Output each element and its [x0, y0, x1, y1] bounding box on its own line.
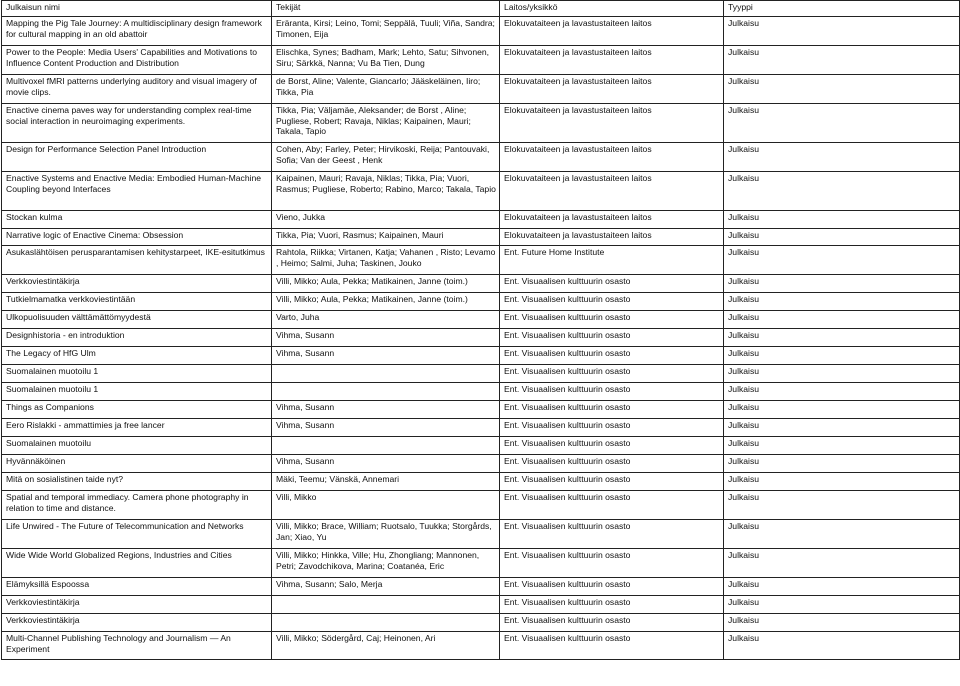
table-row [2, 383, 960, 401]
table-row [2, 419, 960, 437]
cell-title: The Legacy of HfG Ulm [2, 347, 272, 365]
cell-type: Julkaisu [724, 75, 960, 104]
cell-title: Stockan kulma [2, 211, 272, 229]
cell-department: Ent. Visuaalisen kulttuurin osasto [500, 293, 724, 311]
cell-authors: Vieno, Jukka [272, 211, 500, 229]
cell-type: Julkaisu [724, 419, 960, 437]
cell-type: Julkaisu [724, 172, 960, 211]
cell-authors: Villi, Mikko; Aula, Pekka; Matikainen, Janne (toim.) [272, 293, 500, 311]
cell-title: Design for Performance Selection Panel Introduction [2, 143, 272, 172]
cell-department: Ent. Visuaalisen kulttuurin osasto [500, 365, 724, 383]
table-header [2, 1, 960, 17]
header-title: Julkaisun nimi [2, 1, 272, 17]
cell-department: Ent. Visuaalisen kulttuurin osasto [500, 329, 724, 347]
cell-department: Ent. Visuaalisen kulttuurin osasto [500, 383, 724, 401]
cell-type: Julkaisu [724, 437, 960, 455]
table-row [2, 143, 960, 172]
cell-authors [272, 614, 500, 632]
cell-title: Things as Companions [2, 401, 272, 419]
cell-authors: Villi, Mikko; Aula, Pekka; Matikainen, Janne (toim.) [272, 275, 500, 293]
header-authors: Tekijät [272, 1, 500, 17]
cell-department: Ent. Visuaalisen kulttuurin osasto [500, 275, 724, 293]
cell-department: Ent. Visuaalisen kulttuurin osasto [500, 520, 724, 549]
cell-department: Elokuvataiteen ja lavastustaiteen laitos [500, 172, 724, 211]
header-department: Laitos/yksikkö [500, 1, 724, 17]
cell-title: Power to the People: Media Users' Capabilities and Motivations to Influence Content Production and Distribution [2, 46, 272, 75]
cell-type: Julkaisu [724, 365, 960, 383]
cell-authors: Rahtola, Riikka; Virtanen, Katja; Vahanen , Risto; Levamo , Heimo; Salmi, Juha; Taskinen, Jouko [272, 246, 500, 275]
cell-authors [272, 437, 500, 455]
cell-department: Ent. Visuaalisen kulttuurin osasto [500, 549, 724, 578]
table-row [2, 437, 960, 455]
cell-type: Julkaisu [724, 520, 960, 549]
cell-department: Elokuvataiteen ja lavastustaiteen laitos [500, 211, 724, 229]
table-row [2, 229, 960, 246]
cell-department: Ent. Visuaalisen kulttuurin osasto [500, 578, 724, 596]
publications-table [1, 0, 960, 660]
cell-type: Julkaisu [724, 246, 960, 275]
cell-type: Julkaisu [724, 614, 960, 632]
cell-type: Julkaisu [724, 347, 960, 365]
cell-type: Julkaisu [724, 46, 960, 75]
cell-title: Suomalainen muotoilu 1 [2, 383, 272, 401]
cell-authors: de Borst, Aline; Valente, Giancarlo; Jääskeläinen, Iiro; Tikka, Pia [272, 75, 500, 104]
table-row [2, 520, 960, 549]
table-row [2, 347, 960, 365]
cell-title: Verkkoviestintäkirja [2, 275, 272, 293]
table-row [2, 632, 960, 660]
cell-authors: Villi, Mikko; Hinkka, Ville; Hu, Zhongliang; Mannonen, Petri; Zavodchikova, Marina; Coatanéa, Eric [272, 549, 500, 578]
cell-department: Ent. Visuaalisen kulttuurin osasto [500, 455, 724, 473]
cell-department: Elokuvataiteen ja lavastustaiteen laitos [500, 229, 724, 246]
cell-type: Julkaisu [724, 229, 960, 246]
cell-type: Julkaisu [724, 17, 960, 46]
cell-department: Ent. Visuaalisen kulttuurin osasto [500, 632, 724, 660]
cell-authors: Varto, Juha [272, 311, 500, 329]
cell-title: Multi-Channel Publishing Technology and Journalism — An Experiment [2, 632, 272, 660]
table-row [2, 46, 960, 75]
cell-type: Julkaisu [724, 401, 960, 419]
cell-department: Ent. Visuaalisen kulttuurin osasto [500, 401, 724, 419]
header-type: Tyyppi [724, 1, 960, 17]
cell-department: Ent. Visuaalisen kulttuurin osasto [500, 347, 724, 365]
cell-authors: Villi, Mikko; Södergård, Caj; Heinonen, Ari [272, 632, 500, 660]
cell-title: Mitä on sosialistinen taide nyt? [2, 473, 272, 491]
cell-type: Julkaisu [724, 549, 960, 578]
cell-title: Asukaslähtöisen perusparantamisen kehitystarpeet, IKE-esitutkimus [2, 246, 272, 275]
cell-type: Julkaisu [724, 275, 960, 293]
cell-title: Narrative logic of Enactive Cinema: Obsession [2, 229, 272, 246]
cell-authors: Vihma, Susann [272, 419, 500, 437]
table-body [2, 17, 960, 660]
cell-title: Wide Wide World Globalized Regions, Industries and Cities [2, 549, 272, 578]
cell-department: Ent. Visuaalisen kulttuurin osasto [500, 311, 724, 329]
cell-title: Life Unwired - The Future of Telecommunication and Networks [2, 520, 272, 549]
cell-type: Julkaisu [724, 104, 960, 143]
cell-authors: Villi, Mikko; Brace, William; Ruotsalo, Tuukka; Storgårds, Jan; Xiao, Yu [272, 520, 500, 549]
table-row [2, 104, 960, 143]
cell-title: Spatial and temporal immediacy. Camera phone photography in relation to time and distance. [2, 491, 272, 520]
cell-type: Julkaisu [724, 293, 960, 311]
cell-type: Julkaisu [724, 473, 960, 491]
cell-title: Enactive cinema paves way for understanding complex real-time social interaction in neuroimaging experiments. [2, 104, 272, 143]
table-row [2, 365, 960, 383]
cell-authors: Cohen, Aby; Farley, Peter; Hirvikoski, Reija; Pantouvaki, Sofia; Van der Geest , Henk [272, 143, 500, 172]
cell-title: Verkkoviestintäkirja [2, 614, 272, 632]
cell-department: Elokuvataiteen ja lavastustaiteen laitos [500, 17, 724, 46]
cell-authors: Elischka, Synes; Badham, Mark; Lehto, Satu; Sihvonen, Siru; Särkkä, Nanna; Vu Ba Tien, Dung [272, 46, 500, 75]
cell-authors [272, 383, 500, 401]
cell-department: Elokuvataiteen ja lavastustaiteen laitos [500, 143, 724, 172]
cell-authors: Tikka, Pia; Väljamäe, Aleksander; de Borst , Aline; Pugliese, Robert; Ravaja, Niklas; Kaipainen, Mauri; Takala, Tapio [272, 104, 500, 143]
cell-type: Julkaisu [724, 143, 960, 172]
cell-authors: Tikka, Pia; Vuori, Rasmus; Kaipainen, Mauri [272, 229, 500, 246]
table-row [2, 211, 960, 229]
cell-department: Elokuvataiteen ja lavastustaiteen laitos [500, 104, 724, 143]
cell-type: Julkaisu [724, 632, 960, 660]
cell-department: Ent. Visuaalisen kulttuurin osasto [500, 491, 724, 520]
header-row [2, 1, 960, 17]
table-row [2, 75, 960, 104]
table-row [2, 293, 960, 311]
cell-authors: Eräranta, Kirsi; Leino, Tomi; Seppälä, Tuuli; Viña, Sandra; Timonen, Eija [272, 17, 500, 46]
cell-type: Julkaisu [724, 455, 960, 473]
cell-title: Suomalainen muotoilu [2, 437, 272, 455]
cell-type: Julkaisu [724, 329, 960, 347]
table-row [2, 311, 960, 329]
cell-title: Ulkopuolisuuden välttämättömyydestä [2, 311, 272, 329]
cell-title: Verkkoviestintäkirja [2, 596, 272, 614]
cell-title: Elämyksillä Espoossa [2, 578, 272, 596]
cell-department: Ent. Future Home Institute [500, 246, 724, 275]
cell-type: Julkaisu [724, 383, 960, 401]
cell-title: Hyvännäköinen [2, 455, 272, 473]
cell-authors: Vihma, Susann [272, 347, 500, 365]
table-row [2, 401, 960, 419]
cell-authors: Vihma, Susann [272, 329, 500, 347]
cell-authors: Vihma, Susann [272, 401, 500, 419]
table-row [2, 473, 960, 491]
cell-title: Eero Rislakki - ammattimies ja free lancer [2, 419, 272, 437]
cell-title: Suomalainen muotoilu 1 [2, 365, 272, 383]
cell-department: Ent. Visuaalisen kulttuurin osasto [500, 437, 724, 455]
cell-department: Elokuvataiteen ja lavastustaiteen laitos [500, 46, 724, 75]
cell-type: Julkaisu [724, 311, 960, 329]
table-row [2, 596, 960, 614]
table-row [2, 17, 960, 46]
cell-type: Julkaisu [724, 596, 960, 614]
table-row [2, 329, 960, 347]
cell-title: Multivoxel fMRI patterns underlying auditory and visual imagery of movie clips. [2, 75, 272, 104]
cell-title: Enactive Systems and Enactive Media: Embodied Human-Machine Coupling beyond Interfaces [2, 172, 272, 211]
cell-department: Elokuvataiteen ja lavastustaiteen laitos [500, 75, 724, 104]
table-row [2, 614, 960, 632]
cell-authors [272, 365, 500, 383]
cell-title: Tutkielmamatka verkkoviestintään [2, 293, 272, 311]
cell-authors [272, 596, 500, 614]
cell-department: Ent. Visuaalisen kulttuurin osasto [500, 596, 724, 614]
cell-type: Julkaisu [724, 491, 960, 520]
cell-type: Julkaisu [724, 578, 960, 596]
cell-authors: Mäki, Teemu; Vänskä, Annemari [272, 473, 500, 491]
cell-title: Designhistoria - en introduktion [2, 329, 272, 347]
cell-authors: Villi, Mikko [272, 491, 500, 520]
table-row [2, 275, 960, 293]
cell-title: Mapping the Pig Tale Journey: A multidisciplinary design framework for cultural mapping in an old abattoir [2, 17, 272, 46]
table-row [2, 578, 960, 596]
table-row [2, 455, 960, 473]
cell-authors: Vihma, Susann; Salo, Merja [272, 578, 500, 596]
table-row [2, 172, 960, 211]
cell-type: Julkaisu [724, 211, 960, 229]
cell-department: Ent. Visuaalisen kulttuurin osasto [500, 473, 724, 491]
cell-department: Ent. Visuaalisen kulttuurin osasto [500, 419, 724, 437]
table-row [2, 549, 960, 578]
cell-authors: Vihma, Susann [272, 455, 500, 473]
table-row [2, 491, 960, 520]
cell-department: Ent. Visuaalisen kulttuurin osasto [500, 614, 724, 632]
cell-authors: Kaipainen, Mauri; Ravaja, Niklas; Tikka, Pia; Vuori, Rasmus; Pugliese, Roberto; Rabino, Marco; Takala, Tapio [272, 172, 500, 211]
table-row [2, 246, 960, 275]
